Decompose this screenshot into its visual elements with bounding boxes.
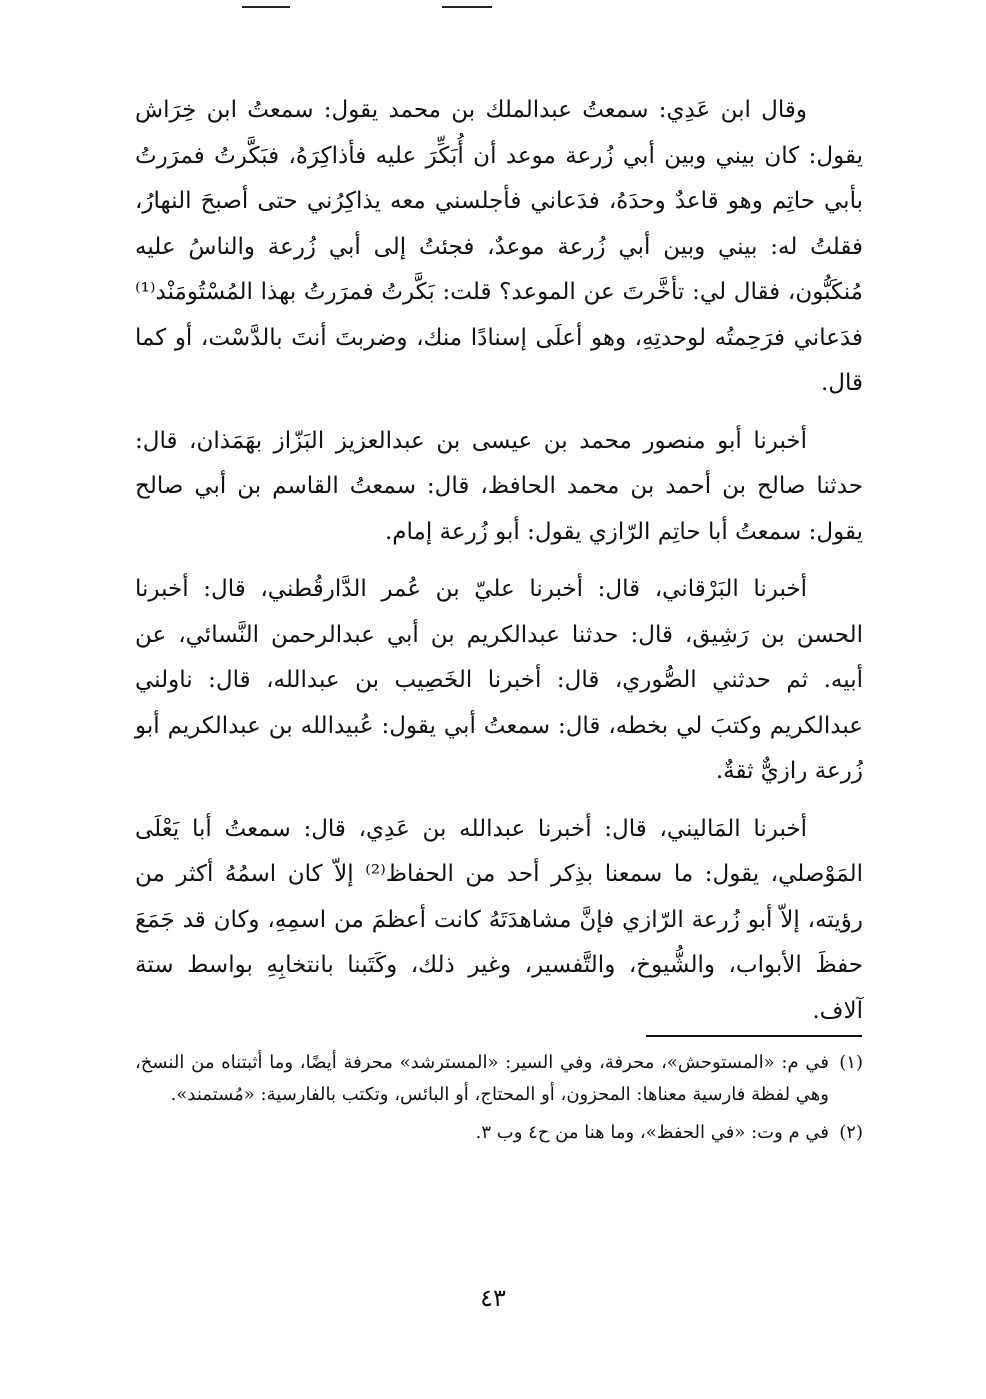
footnote-number: (١) (839, 1052, 863, 1073)
top-mark (442, 6, 492, 8)
paragraph: أخبرنا المَاليني، قال: أخبرنا عبدالله بن عَدِي، قال: سمعتُ أبا يَعْلَى المَوْصلي، يقول: ما سمعنا بذِكر أحد من الحفاظ⁽²⁾ إلاّ كان اسمُهُ أكثر من رؤيته، إلاّ أبو زُرعة الرّازي فإنَّ مشاهدَتَهُ كانت أعظمَ من اسمِهِ، وكان قد جَمَعَ حفظَ الأبواب، والشُّيوخ، والتَّفسير، وغير ذلك، وكَتَبنا بانتخابِهِ بواسط ستة آلاف. (135, 815, 863, 1024)
footnotes (135, 1047, 863, 1155)
page-number: ٤٣ (480, 1284, 506, 1312)
top-edge-marks (0, 6, 986, 10)
paragraph: وقال ابن عَدِي: سمعتُ عبدالملك بن محمد يقول: سمعتُ ابن خِرَاش يقول: كان بيني وبين أبي زُرعة موعد أن أُبَكِّرَ عليه فأذاكِرَهُ، فبَكَّرتُ فمرَرتُ بأبي حاتِم وهو قاعدٌ وحدَهُ، فدَعاني فأجلسني معه يذاكِرُني حتى أصبحَ النهارُ، فقلتُ له: بيني وبين أبي زُرعة موعدٌ، فجئتُ إلى أبي زُرعة والناسُ عليه مُنكَبُّون، فقال لي: تأخَّرتَ عن الموعد؟ قلت: بَكَّرتُ فمرَرتُ بهذا المُسْتُومَنْد⁽¹⁾ فدَعاني فرَحِمتُه لوحدتِهِ، وهو أعلَى إسنادًا منك، وضربتَ أنتَ بالدَّسْت، أو كما قال. (135, 97, 863, 396)
footnote-text: في م: «المستوحش»، محرفة، وفي السير: «المسترشد» محرفة أيضًا، وما أثبتناه من النسخ، وهي لفظة فارسية معناها: المحزون، أو المحتاج، أو البائس، وتكتب بالفارسية: «مُستمند». (135, 1052, 829, 1105)
paragraph: أخبرنا البَرْقاني، قال: أخبرنا عليّ بن عُمر الدَّارقُطني، قال: أخبرنا الحسن بن رَشِيق، قال: حدثنا عبدالكريم بن أبي عبدالرحمن النَّسائي، عن أبيه. ثم حدثني الصُّوري، قال: أخبرنا الخَصِيب بن عبدالله، قال: ناولني عبدالكريم وكتبَ لي بخطه، قال: سمعتُ أبي يقول: عُبيدالله بن عبدالكريم أبو زُرعة رازيٌّ ثقةٌ. (135, 576, 863, 784)
footnote-item (135, 1117, 863, 1149)
footnote-item (135, 1047, 863, 1111)
paragraph: أخبرنا أبو منصور محمد بن عيسى بن عبدالعزيز البَزّاز بهَمَذان، قال: حدثنا صالح بن أحمد بن محمد الحافظ، قال: سمعتُ القاسم بن أبي صالح يقول: سمعتُ أبا حاتِم الرّازي يقول: أبو زُرعة إمام. (135, 427, 863, 545)
footnote-number: (٢) (839, 1122, 863, 1143)
top-mark (242, 6, 290, 8)
page-body (135, 88, 863, 1046)
footnote-text: في م وت: «في الحفظ»، وما هنا من ح٤ وب ٣. (475, 1122, 829, 1143)
footnote-divider (646, 1035, 862, 1037)
